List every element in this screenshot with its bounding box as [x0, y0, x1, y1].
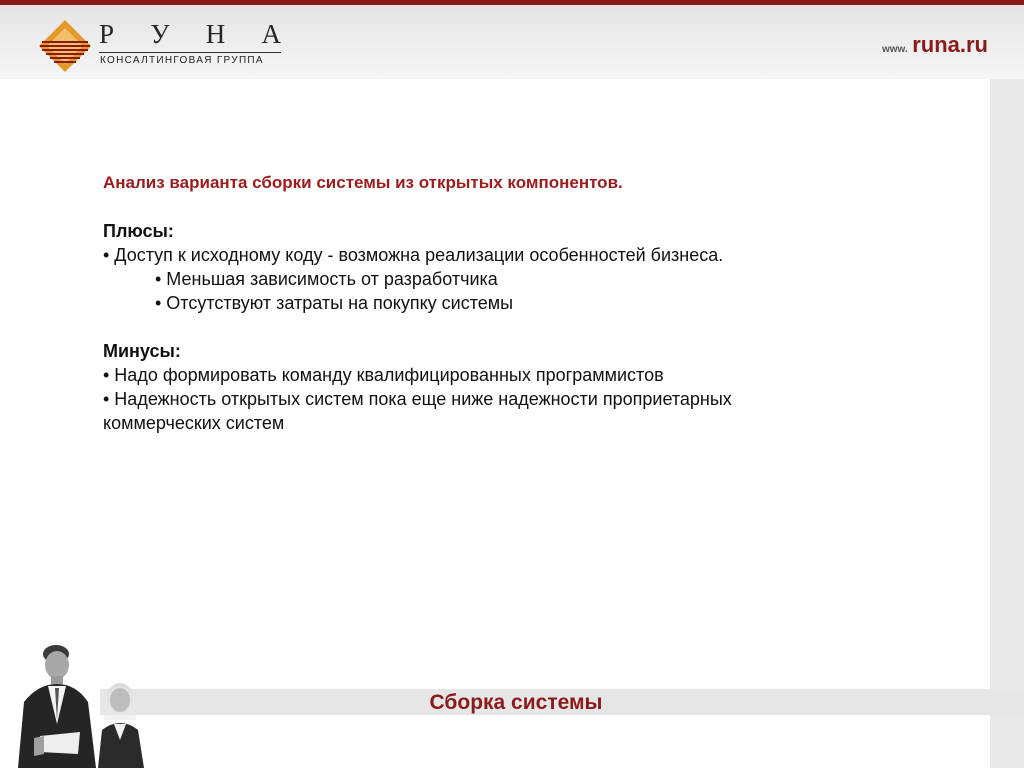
logo-subtitle: КОНСАЛТИНГОВАЯ ГРУППА [100, 55, 264, 66]
spacer [103, 315, 963, 339]
cons-item-continuation: коммерческих систем [103, 413, 285, 433]
right-side-strip [990, 79, 1024, 768]
runa-logo-icon [38, 19, 92, 73]
logo-letter: Р [99, 19, 115, 49]
pros-item: • Отсутствуют затраты на покупку системы [155, 293, 514, 313]
logo-letter: Н [205, 19, 226, 49]
business-people-photo-icon [10, 640, 150, 768]
pros-item: • Меньшая зависимость от разработчика [155, 269, 498, 289]
logo-letter: А [261, 19, 281, 49]
pros-heading: Плюсы: [103, 221, 174, 241]
cons-heading: Минусы: [103, 341, 181, 361]
logo-letter: У [150, 19, 170, 49]
slide-title: Анализ варианта сборки системы из открытых компонентов. [103, 173, 623, 192]
cons-item: • Надо формировать команду квалифицированных программистов [103, 365, 664, 385]
logo-divider [99, 52, 281, 53]
slide-header [0, 5, 1024, 79]
pros-item: • Доступ к исходному коду - возможна реализации особенностей бизнеса. [103, 245, 724, 265]
logo-wordmark [99, 21, 281, 48]
spacer [103, 195, 963, 219]
website-link[interactable] [882, 33, 988, 62]
footer-title: Сборка системы [429, 691, 603, 714]
website-domain: runa.ru [912, 32, 988, 57]
cons-item: • Надежность открытых систем пока еще ниже надежности проприетарных [103, 389, 732, 409]
slide-body [103, 171, 963, 435]
website-prefix: www. [882, 44, 908, 55]
